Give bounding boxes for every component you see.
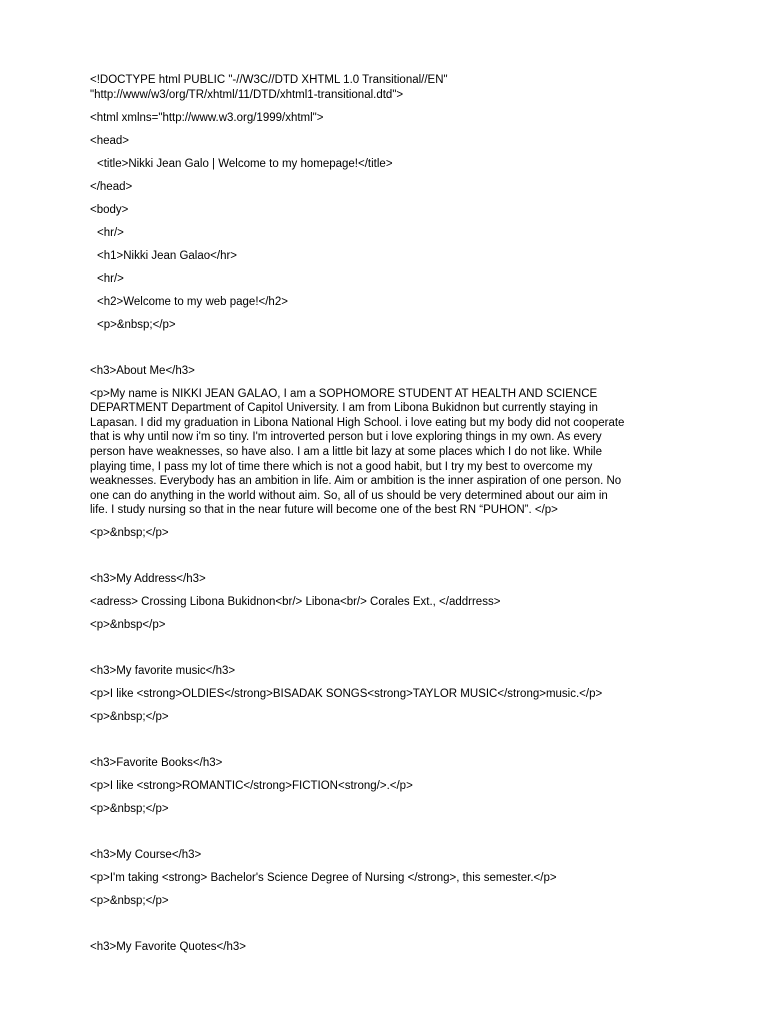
head-open-line: <head> [90,135,130,147]
hr-line-1: <hr/> [97,227,124,239]
html-tag-line: <html xmlns="http://www.w3.org/1999/xhtml"> [90,112,324,124]
about-heading-line: <h3>About Me</h3> [90,365,195,377]
h2-line: <h2>Welcome to my web page!</h2> [97,296,288,308]
about-para-line-7: weaknesses. Everybody has an ambition in life. Aim or ambition is the inner aspiration of one person. No [90,475,622,487]
hr-line-2: <hr/> [97,273,124,285]
nbsp-line-2: <p>&nbsp;</p> [90,527,169,539]
h1-line: <h1>Nikki Jean Galao</hr> [97,250,238,262]
address-heading-line: <h3>My Address</h3> [90,573,206,585]
course-heading-line: <h3>My Course</h3> [90,849,202,861]
about-para-line-9: life. I study nursing so that in the near future will become one of the best RN “PUHON”. </p> [90,504,558,516]
doctype-line-2: "http://www/w3/org/TR/xhtml/11/DTD/xhtml1-transitional.dtd"> [90,89,404,101]
title-line: <title>Nikki Jean Galo | Welcome to my homepage!</title> [97,158,393,170]
music-para-line: <p>I like <strong>OLDIES</strong>BISADAK SONGS<strong>TAYLOR MUSIC</strong>music.</p> [90,688,603,700]
about-para-line-1: <p>My name is NIKKI JEAN GALAO, I am a SOPHOMORE STUDENT AT HEALTH AND SCIENCE [90,388,598,400]
doctype-line-1: <!DOCTYPE html PUBLIC "-//W3C//DTD XHTML 1.0 Transitional//EN" [90,74,448,86]
about-para-line-5: person have weaknesses, so have also. I am a little bit lazy at some places which I do not like. While [90,446,603,458]
nbsp-line-3: <p>&nbsp</p> [90,619,166,631]
about-para-line-3: Lapasan. I did my graduation in Libona National High School. i love eating but my body did not cooperate [90,417,625,429]
address-line: <adress> Crossing Libona Bukidnon<br/> Libona<br/> Corales Ext., </addrress> [90,596,501,608]
nbsp-line-5: <p>&nbsp;</p> [90,803,169,815]
books-para-line: <p>I like <strong>ROMANTIC</strong>FICTION<strong/>.</p> [90,780,413,792]
body-open-line: <body> [90,204,129,216]
nbsp-line-4: <p>&nbsp;</p> [90,711,169,723]
nbsp-line-1: <p>&nbsp;</p> [97,319,176,331]
about-para-line-4: that is why until now i'm so tiny. I'm introverted person but i love exploring things in my own. As every [90,431,602,443]
about-para-line-8: one can do anything in the world without aim. So, all of us should be very determined about our aim in [90,490,608,502]
about-para-line-6: playing time, I pass my lot of time there which is not a good habit, but I try my best to overcome my [90,461,593,473]
quotes-heading-line: <h3>My Favorite Quotes</h3> [90,941,246,953]
about-para-line-2: DEPARTMENT Department of Capitol University. I am from Libona Bukidnon but currently staying in [90,402,598,414]
nbsp-line-6: <p>&nbsp;</p> [90,895,169,907]
music-heading-line: <h3>My favorite music</h3> [90,665,236,677]
course-para-line: <p>I'm taking <strong> Bachelor's Science Degree of Nursing </strong>, this semester.</p> [90,872,557,884]
head-close-line: </head> [90,181,133,193]
books-heading-line: <h3>Favorite Books</h3> [90,757,223,769]
